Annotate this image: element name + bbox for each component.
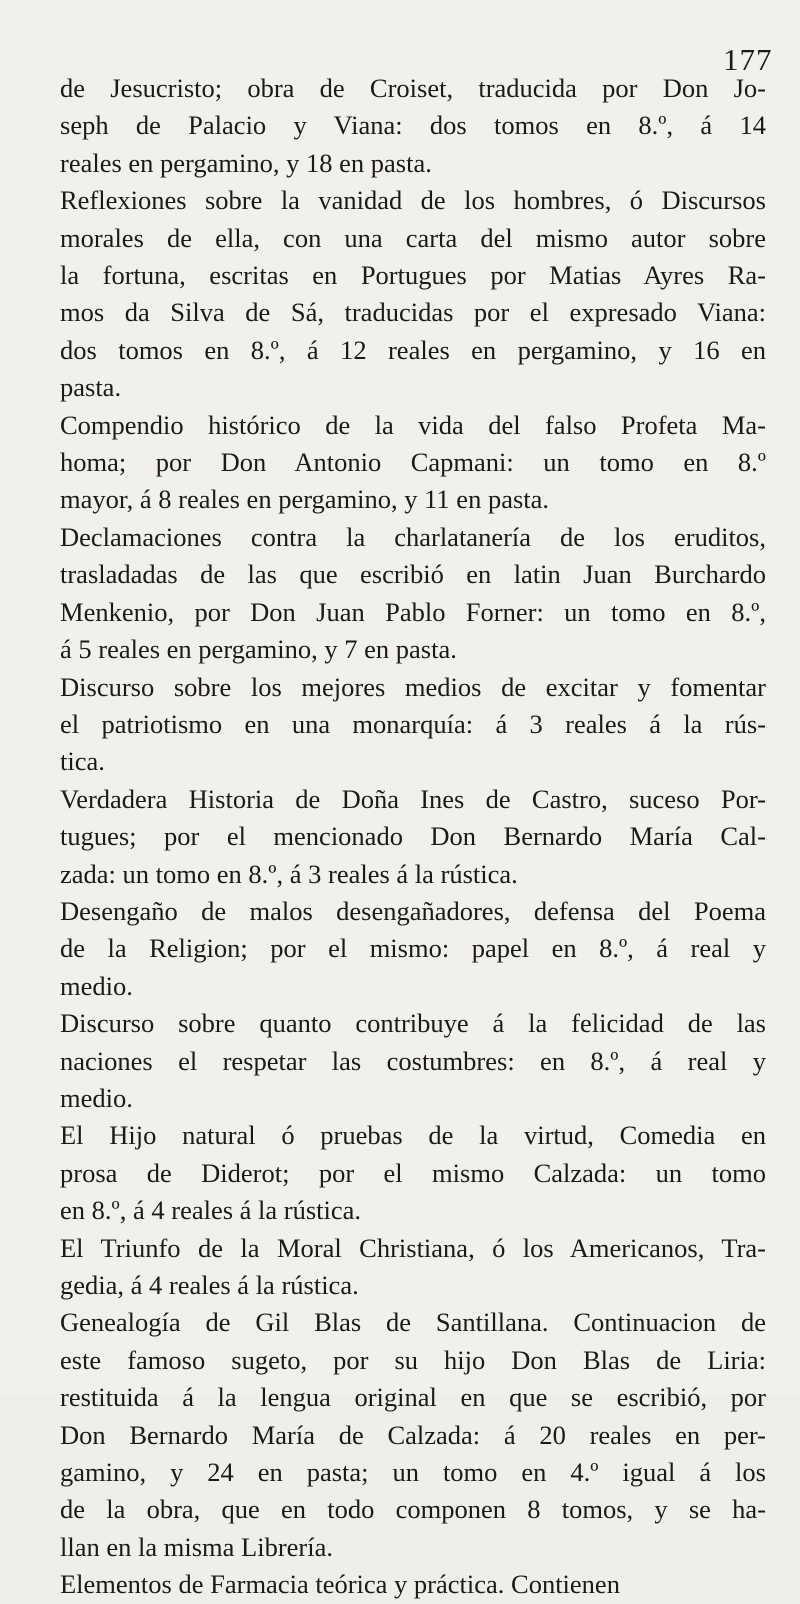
entry-line: mos da Silva de Sá, traducidas por el expresado Viana:: [60, 297, 766, 328]
entry-line: zada: un tomo en 8.º, á 3 reales á la rústica.: [60, 858, 518, 889]
catalog-entry: [60, 1566, 766, 1603]
entry-line: pasta.: [60, 372, 122, 403]
entry-line: Don Bernardo María de Calzada: á 20 reales en per-: [60, 1419, 766, 1450]
catalog-entry: [60, 407, 766, 519]
entry-line: reales en pergamino, y 18 en pasta.: [60, 147, 432, 178]
entry-line: tugues; por el mencionado Don Bernardo María Cal-: [60, 821, 766, 852]
entry-line: de Jesucristo; obra de Croiset, traducida por Don Jo-: [60, 73, 766, 103]
entry-line: dos tomos en 8.º, á 12 reales en pergamino, y 16 en: [60, 334, 766, 365]
entry-line: medio.: [60, 1082, 133, 1113]
entry-line: la fortuna, escritas en Portugues por Matias Ayres Ra-: [60, 260, 766, 291]
catalog-entry: [60, 1304, 766, 1566]
catalog-entry: [60, 70, 766, 182]
entry-line: en 8.º, á 4 reales á la rústica.: [60, 1195, 362, 1226]
entry-line: este famoso sugeto, por su hijo Don Blas de Liria:: [60, 1344, 766, 1375]
entry-line: morales de ella, con una carta del mismo autor sobre: [60, 222, 766, 253]
entry-line: Discurso sobre los mejores medios de excitar y fomentar: [60, 671, 766, 702]
entry-line: Reflexiones sobre la vanidad de los hombres, ó Discursos: [60, 185, 766, 216]
catalog-entry: [60, 669, 766, 781]
entry-line: seph de Palacio y Viana: dos tomos en 8.º, á 14: [60, 110, 766, 141]
entry-line: llan en la misma Librería.: [60, 1531, 333, 1562]
entry-line: Discurso sobre quanto contribuye á la felicidad de las: [60, 1008, 766, 1039]
page-number: 177: [723, 42, 773, 77]
entry-line: Genealogía de Gil Blas de Santillana. Continuacion de: [60, 1307, 766, 1338]
entry-line: Desengaño de malos desengañadores, defensa del Poema: [60, 895, 766, 926]
entry-line: gedia, á 4 reales á la rústica.: [60, 1270, 359, 1300]
entry-line: Declamaciones contra la charlatanería de los eruditos,: [60, 521, 766, 552]
entry-line: á 5 reales en pergamino, y 7 en pasta.: [60, 634, 457, 665]
entry-line: homa; por Don Antonio Capmani: un tomo en 8.º: [60, 447, 766, 478]
entry-line: naciones el respetar las costumbres: en 8.º, á real y: [60, 1045, 766, 1076]
entry-line: gamino, y 24 en pasta; un tomo en 4.º igual á los: [60, 1457, 766, 1488]
entry-line: Elementos de Farmacia teórica y práctica. Contienen: [60, 1569, 620, 1600]
entry-line: Verdadera Historia de Doña Ines de Castro, suceso Por-: [60, 783, 766, 814]
entry-line: el patriotismo en una monarquía: á 3 reales á la rús-: [60, 708, 766, 739]
catalog-entry: [60, 182, 766, 406]
entry-line: El Triunfo de la Moral Christiana, ó los Americanos, Tra-: [60, 1232, 766, 1263]
entry-line: tica.: [60, 746, 105, 777]
entry-line: de la Religion; por el mismo: papel en 8.º, á real y: [60, 933, 766, 964]
entry-line: Menkenio, por Don Juan Pablo Forner: un tomo en 8.º,: [60, 596, 766, 627]
entry-line: prosa de Diderot; por el mismo Calzada: un tomo: [60, 1157, 766, 1188]
entry-line: restituida á la lengua original en que se escribió, por: [60, 1382, 766, 1413]
entry-line: trasladadas de las que escribió en latin Juan Burchardo: [60, 559, 766, 590]
entry-line: El Hijo natural ó pruebas de la virtud, Comedia en: [60, 1120, 766, 1151]
catalog-entry: [60, 893, 766, 1005]
catalog-entry: [60, 781, 766, 893]
entry-line: medio.: [60, 970, 133, 1001]
entry-line: de la obra, que en todo componen 8 tomos, y se ha-: [60, 1494, 766, 1525]
catalog-text: [60, 70, 766, 1604]
catalog-entry: [60, 1005, 766, 1117]
catalog-entry: [60, 519, 766, 669]
entry-line: Compendio histórico de la vida del falso Profeta Ma-: [60, 409, 766, 440]
catalog-entry: [60, 1117, 766, 1229]
entry-line: mayor, á 8 reales en pergamino, y 11 en pasta.: [60, 484, 550, 515]
catalog-entry: [60, 1230, 766, 1305]
